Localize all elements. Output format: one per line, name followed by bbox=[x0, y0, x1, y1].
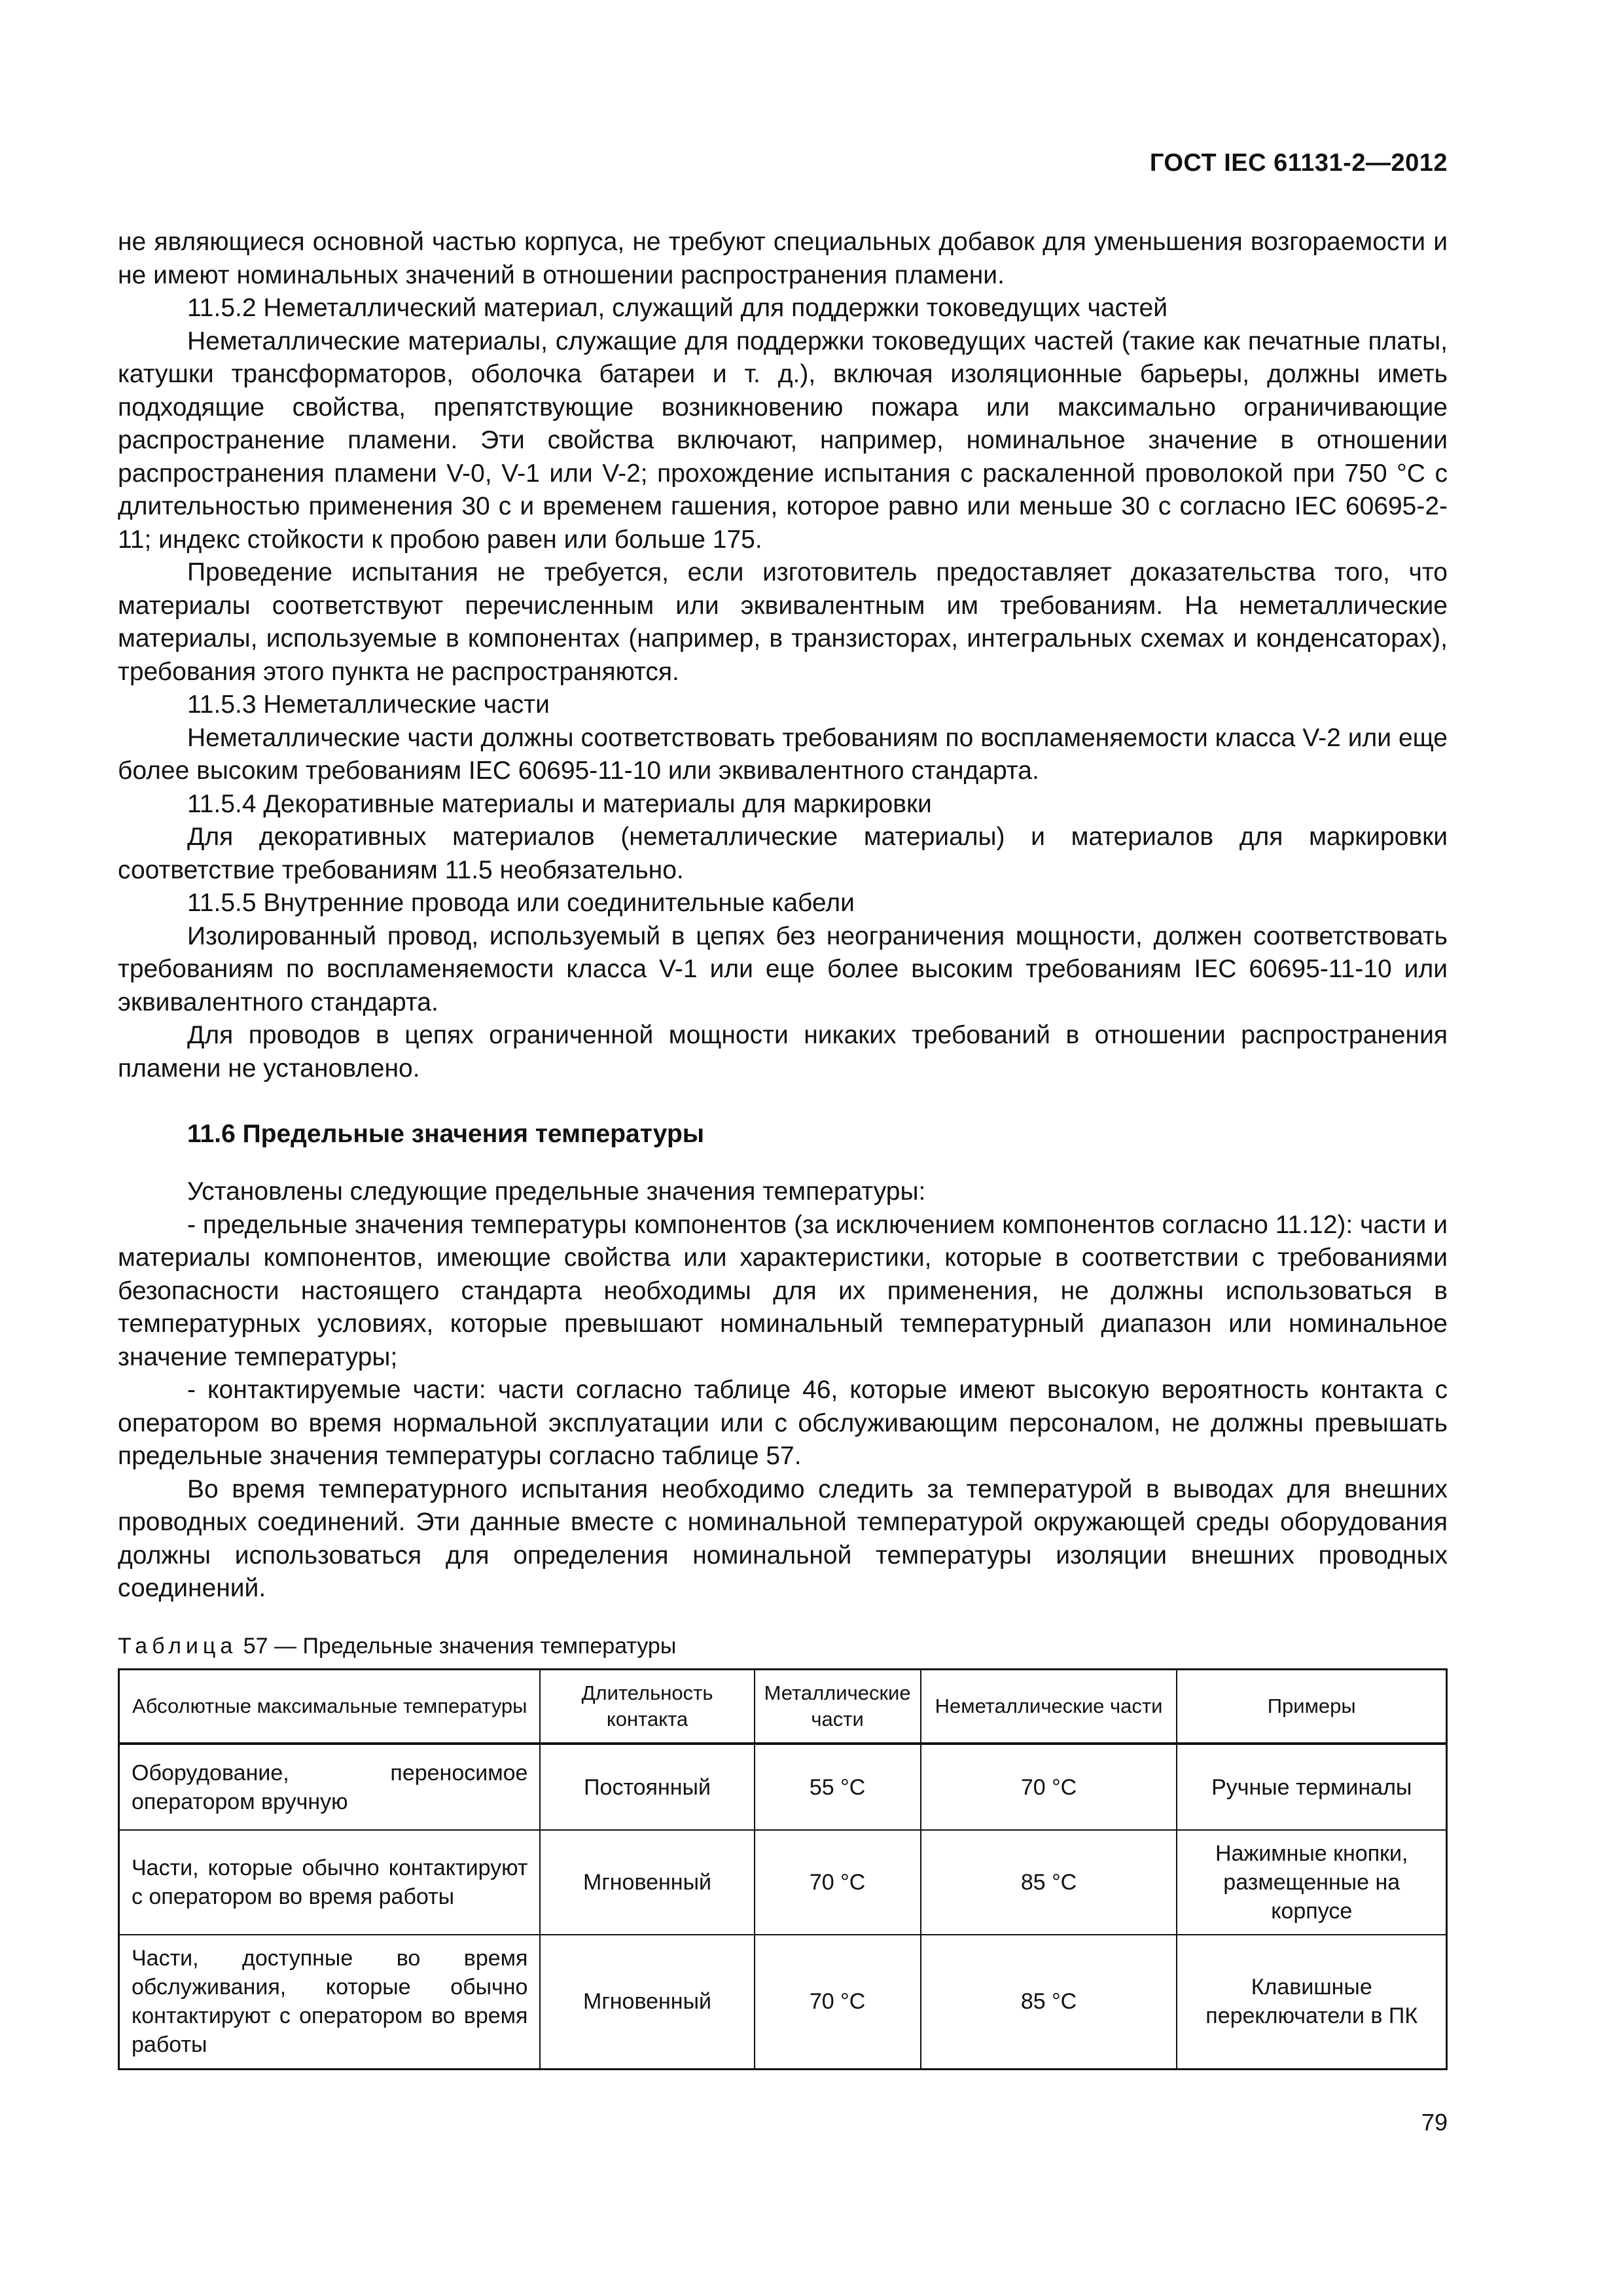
table-cell: Части, которые обычно контактируют с оператором во время работы bbox=[119, 1830, 541, 1935]
header-cell: Металлические части bbox=[755, 1669, 921, 1744]
paragraph: не являющиеся основной частью корпуса, не требуют специальных добавок для уменьшения возгораемости и не имеют номинальных значений в отношении распространения пламени. bbox=[118, 228, 1448, 289]
paragraph: Для декоративных материалов (неметаллические материалы) и материалов для маркировки соответствие требованиям 11.5 необязательно. bbox=[118, 823, 1448, 884]
table-cell: Нажимные кнопки, размещенные на корпусе bbox=[1177, 1830, 1446, 1935]
header-cell: Длительность контакта bbox=[540, 1669, 754, 1744]
table-cell: 70 °С bbox=[921, 1744, 1177, 1830]
temperature-limits-table bbox=[118, 1668, 1448, 2070]
paragraph: 11.5.5 Внутренние провода или соединительные кабели bbox=[187, 889, 855, 917]
table-cell: 55 °С bbox=[755, 1744, 921, 1830]
paragraph: Во время температурного испытания необходимо следить за температурой в выводах для внешних проводных соединений. Эти данные вместе с номинальной температурой окружающей среды оборудования должны использоваться для определения номинальной температуры изоляции внешних проводных соединений. bbox=[118, 1475, 1448, 1602]
header-cell: Абсолютные максимальные температуры bbox=[119, 1669, 541, 1744]
paragraph: 11.5.2 Неметаллический материал, служащий для поддержки токоведущих частей bbox=[187, 294, 1168, 322]
paragraph: Установлены следующие предельные значения температуры: bbox=[187, 1177, 926, 1206]
paragraph: Неметаллические части должны соответствовать требованиям по воспламеняемости класса V-2 или еще более высоким требованиям IEC 60695-11-10 или эквивалентного стандарта. bbox=[118, 723, 1448, 785]
table-cell: Постоянный bbox=[540, 1744, 754, 1830]
paragraph: Для проводов в цепях ограниченной мощности никаких требований в отношении распространения пламени не установлено. bbox=[118, 1021, 1448, 1083]
table-row bbox=[119, 1830, 1447, 1935]
table-caption-text: 57 — Предельные значения температуры bbox=[237, 1633, 677, 1659]
paragraph: Изолированный провод, используемый в цепях без неограничения мощности, должен соответствовать требованиям по воспламеняемости класса V-1 или еще более высоким требованиям IEC 60695-11-10 или эквивалентного стандарта. bbox=[118, 922, 1448, 1016]
table-cell: Оборудование, переносимое оператором вручную bbox=[119, 1744, 541, 1830]
table-cell: 70 °С bbox=[755, 1935, 921, 2069]
table-caption-label: Таблица bbox=[118, 1633, 238, 1659]
table-cell: 85 °С bbox=[921, 1830, 1177, 1935]
table-cell: Части, доступные во время обслуживания, которые обычно контактируют с оператором во время работы bbox=[119, 1935, 541, 2069]
table-cell: Мгновенный bbox=[540, 1830, 754, 1935]
paragraph: - предельные значения температуры компонентов (за исключением компонентов согласно 11.12): части и материалы компонентов, имеющие свойства или характеристики, которые в соответствии с требованиями безопасности настоящего стандарта необходимы для их применения, не должны использоваться в температурных условиях, которые превышают номинальный температурный диапазон или номинальное значение температуры; bbox=[118, 1210, 1448, 1371]
table-cell: 70 °С bbox=[755, 1830, 921, 1935]
table-cell: 85 °С bbox=[921, 1935, 1177, 2069]
header-cell: Примеры bbox=[1177, 1669, 1446, 1744]
table-header-row bbox=[119, 1669, 1447, 1744]
document-code-header: ГОСТ IEC 61131-2—2012 bbox=[1149, 149, 1448, 177]
table-cell: Клавишные переключатели в ПК bbox=[1177, 1935, 1446, 2069]
paragraph-block-b bbox=[118, 1175, 1448, 1605]
paragraph: 11.5.3 Неметаллические части bbox=[187, 691, 550, 719]
page-number: 79 bbox=[1421, 2109, 1448, 2136]
paragraph-block-a bbox=[118, 226, 1448, 1085]
table-caption bbox=[118, 1632, 1448, 1660]
table-row bbox=[119, 1935, 1447, 2069]
table-row bbox=[119, 1744, 1447, 1830]
paragraph: Проведение испытания не требуется, если изготовитель предоставляет доказательства того, что материалы соответствуют перечисленным или эквивалентным им требованиям. На неметаллические материалы, используемые в компонентах (например, в транзисторах, интегральных схемах и конденсаторах), требования этого пункта не распространяются. bbox=[118, 558, 1448, 686]
page-content bbox=[118, 226, 1448, 2070]
paragraph: - контактируемые части: части согласно таблице 46, которые имеют высокую вероятность контакта с оператором во время нормальной эксплуатации или с обслуживающим персоналом, не должны превышать предельные значения температуры согласно таблице 57. bbox=[118, 1376, 1448, 1470]
section-heading: 11.6 Предельные значения температуры bbox=[187, 1120, 705, 1148]
table-cell: Ручные терминалы bbox=[1177, 1744, 1446, 1830]
paragraph: Неметаллические материалы, служащие для поддержки токоведущих частей (такие как печатные платы, катушки трансформаторов, оболочка батареи и т. д.), включая изоляционные барьеры, должны иметь подходящие свойства, препятствующие возникновению пожара или максимально ограничивающие распространение пламени. Эти свойства включают, например, номинальное значение в отношении распространения пламени V-0, V-1 или V-2; прохождение испытания с раскаленной проволокой при 750 °С с длительностью применения 30 с и временем гашения, которое равно или меньше 30 с согласно IEC 60695-2-11; индекс стойкости к пробою равен или больше 175. bbox=[118, 327, 1448, 554]
table-cell: Мгновенный bbox=[540, 1935, 754, 2069]
header-cell: Неметаллические части bbox=[921, 1669, 1177, 1744]
paragraph: 11.5.4 Декоративные материалы и материалы для маркировки bbox=[187, 789, 932, 818]
